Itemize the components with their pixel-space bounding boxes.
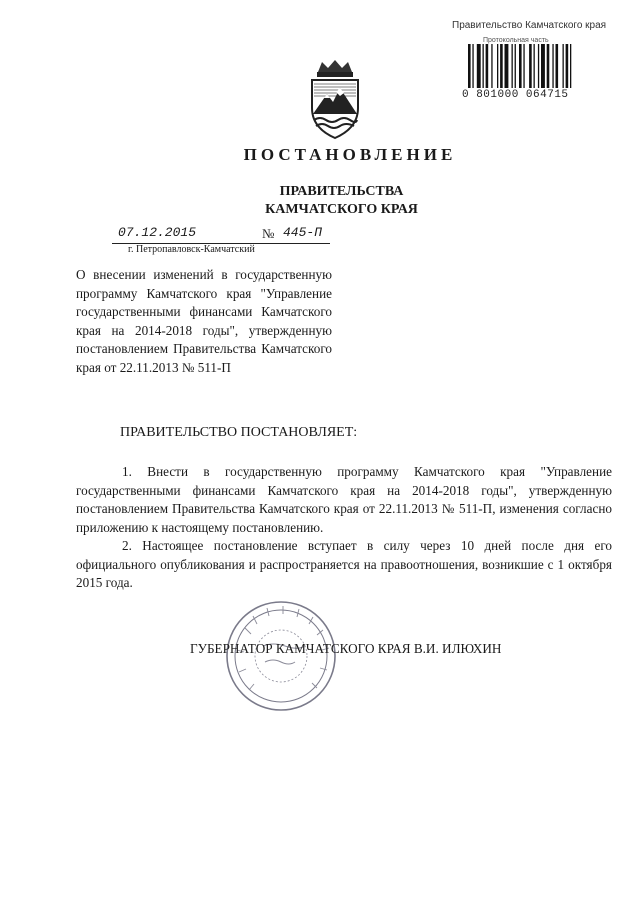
document-subject: О внесении изменений в государственную программу Камчатского края "Управление государственными финансами Камчатского края на 2014-2018 годы", утвержденную постановлением Правительства Камчатского края от 22.11.2013 № 511-П: [76, 267, 332, 375]
issuer-heading: [0, 183, 640, 219]
barcode-icon: [468, 44, 600, 88]
decree-label: ПРАВИТЕЛЬСТВО ПОСТАНОВЛЯЕТ:: [120, 425, 358, 440]
document-date: 07.12.2015: [118, 225, 197, 240]
department-label: Протокольная часть: [483, 37, 549, 44]
issuer-line-2: КАМЧАТСКОГО КРАЯ: [265, 202, 418, 217]
document-number: 445-П: [283, 225, 323, 240]
kamchatka-coat-of-arms-icon: [300, 58, 370, 140]
number-sign: №: [262, 226, 275, 241]
paragraph-1: 1. Внести в государственную программу Камчатского края "Управление государственными финансами Камчатского края на 2014-2018 годы", утвержденную постановлением Правительства Камчатского края от 22.11.2013 № 511-П, изменения согласно приложению к настоящему постановлению.: [76, 464, 612, 535]
document-title: ПОСТАНОВЛЕНИЕ: [243, 145, 457, 164]
city-label: г. Петропавловск-Камчатский: [128, 244, 255, 255]
paragraph-2: 2. Настоящее постановление вступает в силу через 10 дней после дня его официального опубликования и распространяется на правоотношения, возникшие с 1 октября 2015 года.: [76, 538, 612, 591]
issuer-line-1: ПРАВИТЕЛЬСТВА: [279, 184, 404, 199]
organization-header: Правительство Камчатского края: [452, 20, 607, 31]
barcode-number: 0 801000 064715: [462, 89, 569, 101]
signature-block: ГУБЕРНАТОР КАМЧАТСКОГО КРАЯ В.И. ИЛЮХИН: [190, 641, 502, 656]
